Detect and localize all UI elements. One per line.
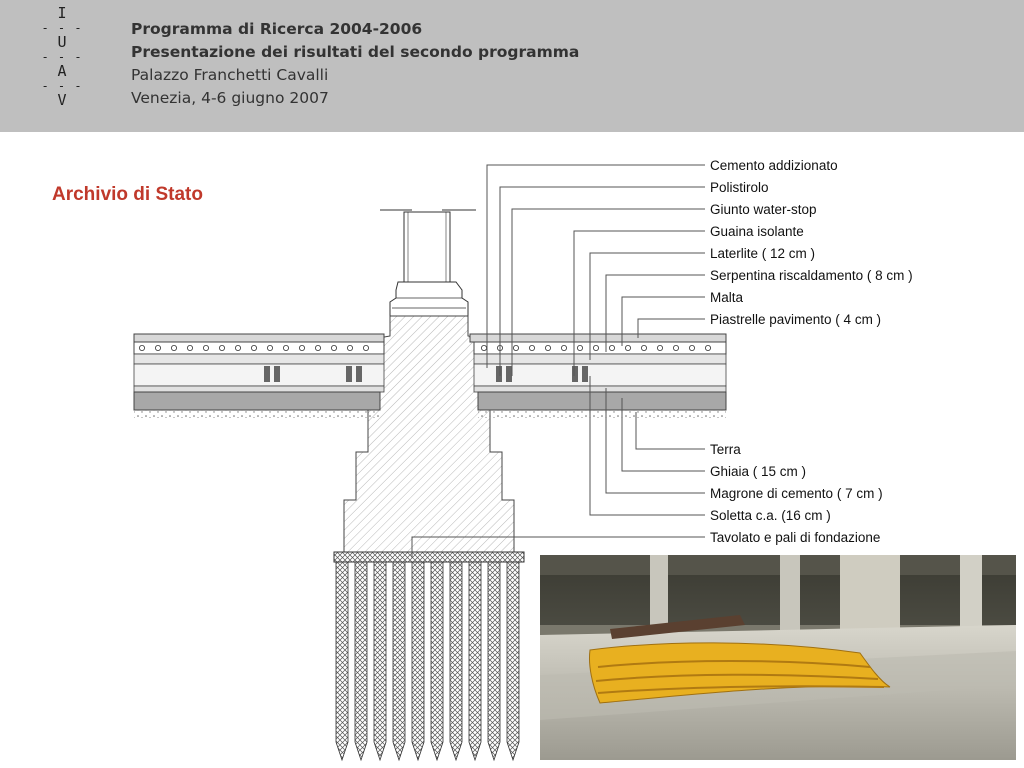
iuav-logo (40, 6, 84, 108)
label-serpentina: Serpentina riscaldamento ( 8 cm ) (710, 268, 913, 283)
pipe-hole (139, 345, 144, 350)
program-title: Programma di Ricerca 2004-2006 (131, 20, 423, 38)
pipe-hole (529, 345, 534, 350)
event-date: Venezia, 4-6 giugno 2007 (131, 89, 329, 107)
label-terra: Terra (710, 442, 741, 457)
foundation-pile (355, 562, 367, 760)
pipe-hole (513, 345, 518, 350)
pipe-hole (641, 345, 646, 350)
presentation-title: Presentazione dei risultati del secondo programma (131, 43, 580, 61)
pipe-hole (299, 345, 304, 350)
label-tavolato: Tavolato e pali di fondazione (710, 530, 881, 545)
foundation-pile (488, 562, 500, 760)
foundation-pile (507, 562, 519, 760)
logo-letter-v: V (57, 91, 67, 109)
label-ghiaia: Ghiaia ( 15 cm ) (710, 464, 807, 479)
foundation-piles (336, 562, 519, 760)
pipe-hole (657, 345, 662, 350)
pipe-hole (363, 345, 368, 350)
pipe-hole (577, 345, 582, 350)
foundation-pile (374, 562, 386, 760)
pipe-hole (283, 345, 288, 350)
foundation-pile (450, 562, 462, 760)
pipe-hole (347, 345, 352, 350)
pile-cap (334, 552, 524, 562)
foundation-pile (393, 562, 405, 760)
label-soletta: Soletta c.a. (16 cm ) (710, 508, 831, 523)
label-piastrelle: Piastrelle pavimento ( 4 cm ) (710, 312, 882, 327)
labels-upper (710, 158, 913, 327)
pipe-hole (689, 345, 694, 350)
header-text (131, 18, 579, 110)
pipe-hole (315, 345, 320, 350)
label-laterlite: Laterlite ( 12 cm ) (710, 246, 816, 261)
logo-letter-i: I (57, 4, 67, 22)
venue: Palazzo Franchetti Cavalli (131, 66, 329, 84)
pipe-hole (673, 345, 678, 350)
pipe-hole (187, 345, 192, 350)
logo-separator: - - - (41, 79, 83, 93)
pipe-hole (155, 345, 160, 350)
foundation-pile (336, 562, 348, 760)
foundation-pile (412, 562, 424, 760)
label-cemento-addizionato: Cemento addizionato (710, 158, 838, 173)
pipe-hole (203, 345, 208, 350)
floor-slab-left (134, 334, 384, 418)
floor-slab-right (470, 334, 726, 418)
pipe-hole (545, 345, 550, 350)
pipe-hole (267, 345, 272, 350)
foundation-pile (469, 562, 481, 760)
section-title: Archivio di Stato (52, 184, 203, 205)
logo-letter-u: U (57, 33, 67, 51)
labels-lower (710, 442, 883, 545)
pipe-hole (705, 345, 710, 350)
header-banner (0, 0, 1024, 132)
label-magrone: Magrone di cemento ( 7 cm ) (710, 486, 883, 501)
logo-letter-a: A (57, 62, 67, 80)
column (380, 210, 476, 316)
pipe-hole (235, 345, 240, 350)
pipe-hole (331, 345, 336, 350)
pipe-hole (561, 345, 566, 350)
pipe-hole (219, 345, 224, 350)
logo-separator: - - - (41, 21, 83, 35)
label-guaina-isolante: Guaina isolante (710, 224, 804, 239)
foundation-pile (431, 562, 443, 760)
label-giunto-water-stop: Giunto water-stop (710, 202, 817, 217)
label-malta: Malta (710, 290, 744, 305)
pipe-hole (251, 345, 256, 350)
pipe-hole (593, 345, 598, 350)
water-stop-photo (540, 555, 1016, 760)
pipe-hole (481, 345, 486, 350)
pipe-hole (609, 345, 614, 350)
pipe-hole (625, 345, 630, 350)
pipe-hole (171, 345, 176, 350)
logo-separator: - - - (41, 50, 83, 64)
label-polistirolo: Polistirolo (710, 180, 769, 195)
